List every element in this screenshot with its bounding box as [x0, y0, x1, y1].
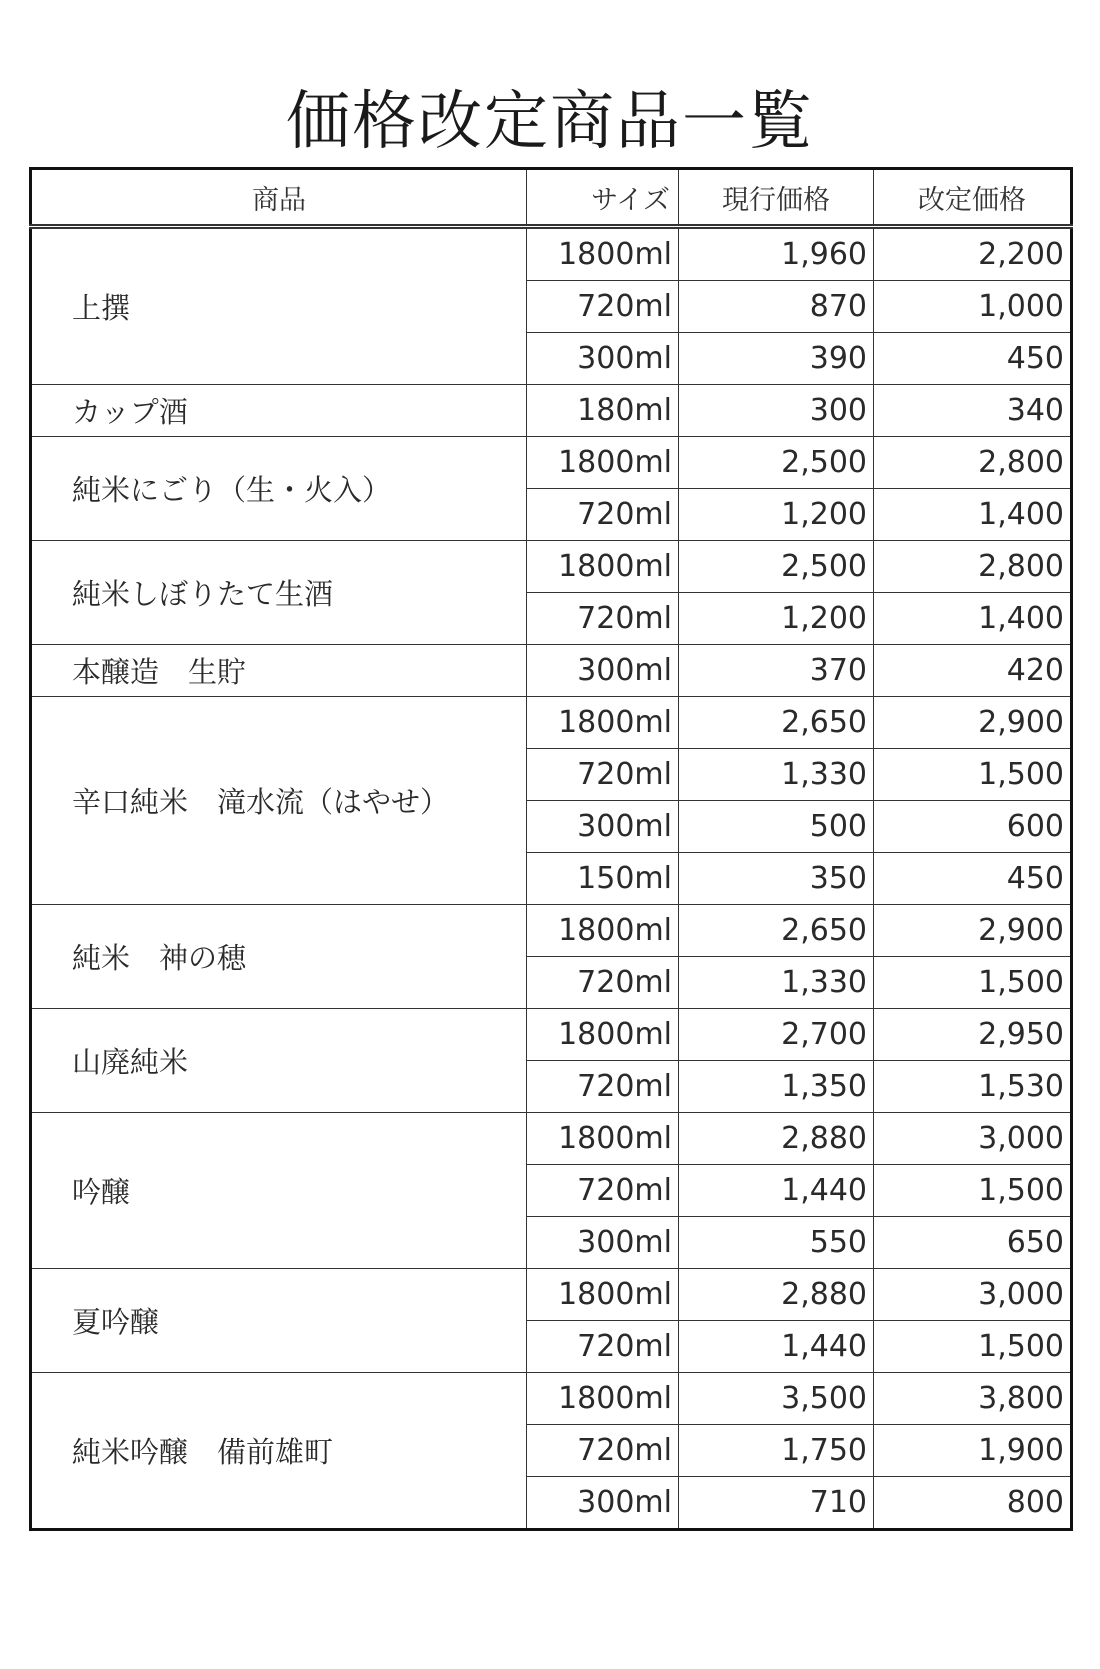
- size-cell: 1800ml: [527, 227, 679, 281]
- price-table: [29, 167, 1073, 1531]
- new-price-cell: 600: [874, 801, 1072, 853]
- current-price-cell: 1,330: [679, 749, 874, 801]
- table-row: [31, 1373, 1072, 1425]
- current-price-cell: 1,440: [679, 1321, 874, 1373]
- current-price-cell: 370: [679, 645, 874, 697]
- size-cell: 300ml: [527, 1217, 679, 1269]
- header-current-price: 現行価格: [679, 169, 874, 227]
- size-cell: 1800ml: [527, 1009, 679, 1061]
- new-price-cell: 2,800: [874, 437, 1072, 489]
- size-cell: 720ml: [527, 593, 679, 645]
- header-row: [31, 169, 1072, 227]
- new-price-cell: 1,500: [874, 749, 1072, 801]
- new-price-cell: 1,900: [874, 1425, 1072, 1477]
- table-row: [31, 1009, 1072, 1061]
- current-price-cell: 1,440: [679, 1165, 874, 1217]
- size-cell: 720ml: [527, 957, 679, 1009]
- new-price-cell: 1,400: [874, 593, 1072, 645]
- table-body: [31, 227, 1072, 1530]
- new-price-cell: 2,950: [874, 1009, 1072, 1061]
- size-cell: 720ml: [527, 1321, 679, 1373]
- new-price-cell: 2,900: [874, 697, 1072, 749]
- current-price-cell: 300: [679, 385, 874, 437]
- table-row: [31, 385, 1072, 437]
- size-cell: 1800ml: [527, 541, 679, 593]
- new-price-cell: 650: [874, 1217, 1072, 1269]
- size-cell: 1800ml: [527, 1113, 679, 1165]
- new-price-cell: 3,000: [874, 1113, 1072, 1165]
- product-name-cell: 辛口純米 滝水流（はやせ）: [31, 697, 527, 905]
- new-price-cell: 2,800: [874, 541, 1072, 593]
- new-price-cell: 340: [874, 385, 1072, 437]
- size-cell: 720ml: [527, 1425, 679, 1477]
- header-product: 商品: [31, 169, 527, 227]
- product-name-cell: 純米吟醸 備前雄町: [31, 1373, 527, 1530]
- current-price-cell: 350: [679, 853, 874, 905]
- table-row: [31, 227, 1072, 281]
- current-price-cell: 2,650: [679, 697, 874, 749]
- product-name-cell: 吟醸: [31, 1113, 527, 1269]
- product-name-cell: 純米 神の穂: [31, 905, 527, 1009]
- product-name-cell: カップ酒: [31, 385, 527, 437]
- product-name-cell: 夏吟醸: [31, 1269, 527, 1373]
- product-name-cell: 山廃純米: [31, 1009, 527, 1113]
- table-row: [31, 437, 1072, 489]
- current-price-cell: 2,500: [679, 541, 874, 593]
- new-price-cell: 2,900: [874, 905, 1072, 957]
- size-cell: 1800ml: [527, 905, 679, 957]
- size-cell: 150ml: [527, 853, 679, 905]
- table-header: [31, 169, 1072, 227]
- table-row: [31, 1269, 1072, 1321]
- new-price-cell: 1,500: [874, 1165, 1072, 1217]
- size-cell: 300ml: [527, 1477, 679, 1530]
- new-price-cell: 1,000: [874, 281, 1072, 333]
- product-name-cell: 純米にごり（生・火入）: [31, 437, 527, 541]
- size-cell: 300ml: [527, 801, 679, 853]
- table-row: [31, 541, 1072, 593]
- size-cell: 720ml: [527, 749, 679, 801]
- size-cell: 300ml: [527, 333, 679, 385]
- product-name-cell: 純米しぼりたて生酒: [31, 541, 527, 645]
- current-price-cell: 1,750: [679, 1425, 874, 1477]
- current-price-cell: 3,500: [679, 1373, 874, 1425]
- new-price-cell: 3,800: [874, 1373, 1072, 1425]
- current-price-cell: 1,330: [679, 957, 874, 1009]
- size-cell: 720ml: [527, 1165, 679, 1217]
- table-row: [31, 905, 1072, 957]
- size-cell: 300ml: [527, 645, 679, 697]
- current-price-cell: 2,880: [679, 1113, 874, 1165]
- header-new-price: 改定価格: [874, 169, 1072, 227]
- header-size: サイズ: [527, 169, 679, 227]
- current-price-cell: 550: [679, 1217, 874, 1269]
- new-price-cell: 1,530: [874, 1061, 1072, 1113]
- new-price-cell: 800: [874, 1477, 1072, 1530]
- new-price-cell: 1,500: [874, 1321, 1072, 1373]
- page-title: 価格改定商品一覧: [286, 85, 814, 159]
- current-price-cell: 1,350: [679, 1061, 874, 1113]
- current-price-cell: 1,200: [679, 593, 874, 645]
- size-cell: 720ml: [527, 489, 679, 541]
- current-price-cell: 500: [679, 801, 874, 853]
- size-cell: 720ml: [527, 281, 679, 333]
- new-price-cell: 450: [874, 333, 1072, 385]
- product-name-cell: 本醸造 生貯: [31, 645, 527, 697]
- new-price-cell: 1,500: [874, 957, 1072, 1009]
- new-price-cell: 420: [874, 645, 1072, 697]
- new-price-cell: 450: [874, 853, 1072, 905]
- new-price-cell: 3,000: [874, 1269, 1072, 1321]
- current-price-cell: 2,700: [679, 1009, 874, 1061]
- current-price-cell: 1,960: [679, 227, 874, 281]
- size-cell: 180ml: [527, 385, 679, 437]
- current-price-cell: 390: [679, 333, 874, 385]
- size-cell: 1800ml: [527, 1373, 679, 1425]
- table-row: [31, 1113, 1072, 1165]
- current-price-cell: 2,650: [679, 905, 874, 957]
- size-cell: 1800ml: [527, 1269, 679, 1321]
- size-cell: 1800ml: [527, 697, 679, 749]
- table-row: [31, 697, 1072, 749]
- current-price-cell: 2,500: [679, 437, 874, 489]
- size-cell: 720ml: [527, 1061, 679, 1113]
- current-price-cell: 2,880: [679, 1269, 874, 1321]
- current-price-cell: 710: [679, 1477, 874, 1530]
- product-name-cell: 上撰: [31, 227, 527, 385]
- new-price-cell: 1,400: [874, 489, 1072, 541]
- current-price-cell: 870: [679, 281, 874, 333]
- current-price-cell: 1,200: [679, 489, 874, 541]
- new-price-cell: 2,200: [874, 227, 1072, 281]
- size-cell: 1800ml: [527, 437, 679, 489]
- table-row: [31, 645, 1072, 697]
